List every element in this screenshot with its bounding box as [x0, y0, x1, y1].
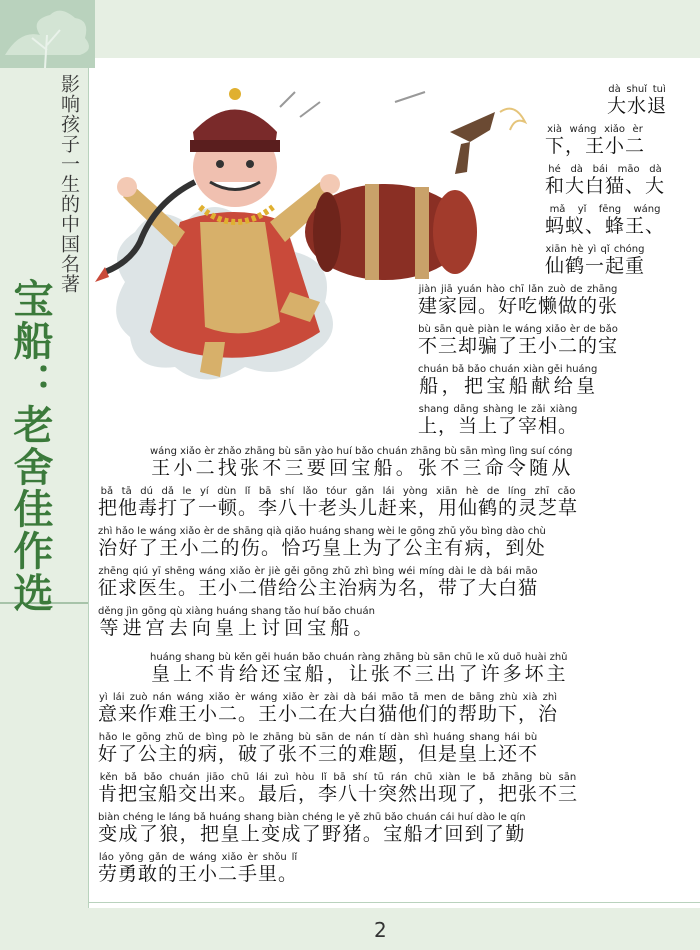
- line-pinyin: bǎ tā dú dǎ le yí dùn lǐ bā shí lǎo tóur gǎn lái yòng xiān hè de líng zhī cǎo: [98, 486, 579, 497]
- ruby: [98, 692, 559, 725]
- text-line: [545, 124, 645, 158]
- ruby: [98, 486, 579, 519]
- text-line: [98, 486, 578, 520]
- ruby: [418, 404, 579, 437]
- page-number: 2: [374, 918, 387, 942]
- text-line: [418, 404, 578, 438]
- text-line: [98, 526, 546, 560]
- ruby: [607, 84, 668, 117]
- line-text: 不三却骗了王小二的宝: [418, 335, 619, 357]
- ruby: [98, 566, 539, 599]
- text-line: [98, 692, 558, 726]
- ruby: [150, 446, 573, 479]
- line-text: 建家园。好吃懒做的张: [418, 295, 619, 317]
- line-pinyin: wáng xiǎo èr zhǎo zhāng bù sān yào huí bǎo chuán zhāng bù sān mìng lìng suí cóng: [150, 446, 573, 457]
- line-pinyin: yì lái zuò nán wáng xiǎo èr wáng xiǎo èr zài dà bái māo tā men de bāng zhù xià zhì: [98, 692, 559, 703]
- ruby: [98, 606, 375, 639]
- line-text: 治好了王小二的伤。恰巧皇上为了公主有病，到处: [98, 537, 546, 559]
- text-line: [98, 606, 375, 640]
- line-pinyin: zhēng qiú yī shēng wáng xiǎo èr jiè gěi gōng zhǔ zhì bìng wéi míng dài le dà bái māo: [98, 566, 539, 577]
- page-border-bottom: [88, 902, 700, 903]
- text-line: [98, 732, 538, 766]
- line-pinyin: zhì hǎo le wáng xiǎo èr de shāng qià qiǎo huáng shang wèi le gōng zhǔ yǒu bìng dào chù: [98, 526, 546, 537]
- tree-corner-decoration: [0, 0, 95, 68]
- line-pinyin: mǎ yǐ fēng wáng: [545, 204, 665, 215]
- bottom-band: [0, 908, 700, 950]
- line-pinyin: bù sān què piàn le wáng xiǎo èr de bǎo: [418, 324, 618, 335]
- ruby: [545, 164, 666, 197]
- line-text: 蚂蚁、蜂王、: [545, 215, 666, 237]
- line-pinyin: dà shuǐ tuì: [607, 84, 667, 95]
- line-text: 把他毒打了一顿。李八十老头儿赶来，用仙鹤的灵芝草: [98, 497, 579, 519]
- ruby: [98, 772, 579, 805]
- ruby: [150, 652, 568, 685]
- text-line: [150, 652, 568, 686]
- ruby: [98, 732, 539, 765]
- ruby: [98, 526, 546, 559]
- text-line: [545, 204, 665, 238]
- line-pinyin: děng jìn gōng qù xiàng huáng shang tǎo huí bǎo chuán: [98, 606, 375, 617]
- ruby: [418, 284, 619, 317]
- line-pinyin: hé dà bái māo dà: [545, 164, 665, 175]
- ruby: [545, 204, 666, 237]
- line-text: 下，王小二: [545, 135, 646, 157]
- line-text: 大水退: [607, 95, 668, 117]
- line-text: 船，把宝船献给皇: [418, 375, 598, 397]
- series-title: 影响孩子一生的中国名著: [58, 74, 80, 294]
- text-line: [607, 84, 667, 118]
- tree-icon: [0, 0, 95, 68]
- text-line: [545, 244, 645, 278]
- top-band: [0, 0, 700, 58]
- book-title: 宝船：老舍佳作选: [7, 278, 53, 614]
- line-text: 皇上不肯给还宝船，让张不三出了许多坏主: [150, 663, 568, 685]
- text-line: [98, 566, 538, 600]
- line-pinyin: biàn chéng le láng bǎ huáng shang biàn chéng le yě zhū bǎo chuán cái huí dào le qín: [98, 812, 526, 823]
- ruby: [98, 852, 299, 885]
- line-text: 上，当上了宰相。: [418, 415, 579, 437]
- text-line: [418, 364, 597, 398]
- line-pinyin: xià wáng xiǎo èr: [545, 124, 645, 135]
- line-pinyin: huáng shang bù kěn gěi huán bǎo chuán ràng zhāng bù sān chū le xǔ duō huài zhǔ: [150, 652, 568, 663]
- line-text: 王小二找张不三要回宝船。张不三命令随从: [150, 457, 573, 479]
- line-text: 仙鹤一起重: [545, 255, 646, 277]
- ruby: [98, 812, 526, 845]
- text-line: [418, 284, 618, 318]
- line-pinyin: kěn bǎ bǎo chuán jiāo chū lái zuì hòu lǐ bā shí tū rán chū xiàn le bǎ zhāng bù sān: [98, 772, 578, 783]
- line-text: 和大白猫、大: [545, 175, 666, 197]
- line-pinyin: láo yǒng gǎn de wáng xiǎo èr shǒu lǐ: [98, 852, 299, 863]
- text-line: [98, 772, 578, 806]
- line-pinyin: chuán bǎ bǎo chuán xiàn gěi huáng: [418, 364, 598, 375]
- text-line: [418, 324, 618, 358]
- text-line: [545, 164, 665, 198]
- ruby: [418, 324, 619, 357]
- line-text: 意来作难王小二。王小二在大白猫他们的帮助下，治: [98, 703, 559, 725]
- line-pinyin: jiàn jiā yuán hào chī lǎn zuò de zhāng: [418, 284, 618, 295]
- line-text: 变成了狼，把皇上变成了野猪。宝船才回到了勤: [98, 823, 526, 845]
- text-line: [150, 446, 573, 480]
- page-border-left: [88, 58, 89, 908]
- line-text: 征求医生。王小二借给公主治病为名，带了大白猫: [98, 577, 539, 599]
- text-line: [98, 812, 526, 846]
- line-text: 劳勇敢的王小二手里。: [98, 863, 299, 885]
- line-pinyin: xiān hè yì qǐ chóng: [545, 244, 646, 255]
- line-text: 等进宫去向皇上讨回宝船。: [98, 617, 375, 639]
- line-pinyin: hǎo le gōng zhǔ de bìng pò le zhāng bù sān de nán tí dàn shì huáng shang hái bù: [98, 732, 538, 743]
- ruby: [418, 364, 598, 397]
- ruby: [545, 244, 646, 277]
- line-pinyin: shang dāng shàng le zǎi xiàng: [418, 404, 578, 415]
- ruby: [545, 124, 646, 157]
- line-text: 肯把宝船交出来。最后，李八十突然出现了，把张不三: [98, 783, 579, 805]
- text-line: [98, 852, 298, 886]
- line-text: 好了公主的病，破了张不三的难题，但是皇上还不: [98, 743, 539, 765]
